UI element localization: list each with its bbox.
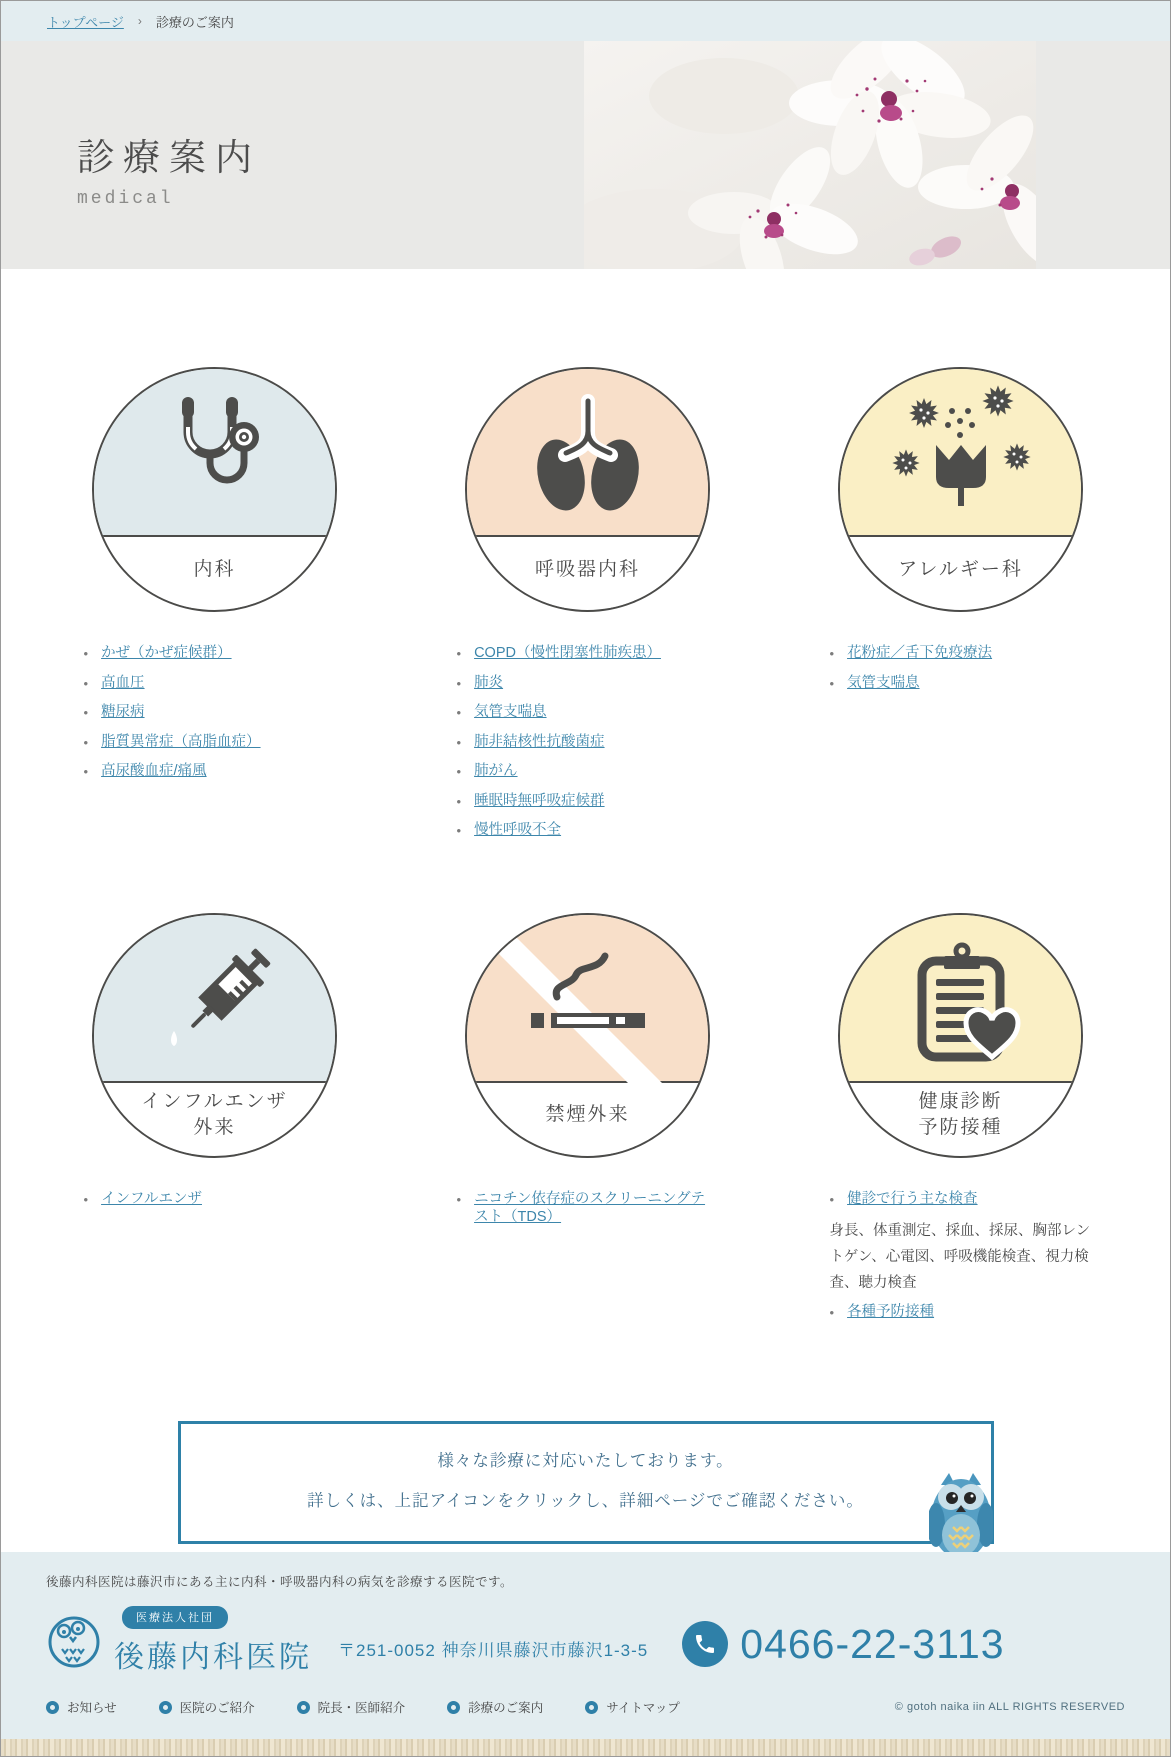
bullet: • — [83, 705, 89, 720]
clinic-address: 〒251-0052 神奈川県藤沢市藤沢1-3-5 — [338, 1640, 649, 1660]
bullet: • — [829, 1305, 835, 1321]
list-item — [457, 703, 719, 723]
service-link[interactable]: 睡眠時無呼吸症候群 — [474, 792, 605, 809]
bullet: • — [83, 734, 89, 750]
service-link[interactable]: 気管支喘息 — [474, 704, 547, 720]
header-photo — [584, 41, 1036, 269]
list-item — [457, 733, 719, 753]
lungs-icon — [513, 385, 663, 535]
copyright: © gotoh naika iin ALL RIGHTS RESERVED — [894, 1701, 1125, 1713]
ring-icon — [297, 1701, 310, 1714]
service-link[interactable]: 高尿酸血症/痛風 — [101, 763, 207, 779]
service-link[interactable]: 肺炎 — [474, 674, 504, 691]
syringe-icon — [140, 931, 290, 1081]
service-allergy — [774, 367, 1147, 851]
breadcrumb-current: 診療のご案内 — [155, 14, 234, 30]
clinic-name: 後藤内科医院 — [114, 1641, 312, 1674]
clinic-badge: 医療法人社団 — [122, 1606, 228, 1629]
pollen-flower-icon — [886, 385, 1036, 535]
bullet: • — [83, 764, 89, 779]
list-item — [84, 733, 346, 753]
page-title: 診療案内 — [77, 137, 261, 178]
bullet: • — [456, 705, 462, 720]
service-link-list — [84, 1190, 346, 1220]
service-link-list — [84, 644, 346, 792]
service-checkup — [774, 913, 1147, 1333]
service-link[interactable]: 各種予防接種 — [847, 1304, 935, 1321]
list-item — [84, 1190, 346, 1210]
stethoscope-icon — [140, 385, 290, 535]
phone-icon — [682, 1621, 728, 1667]
footer-nav-label: 院長・医師紹介 — [317, 1701, 406, 1715]
list-item — [830, 674, 1092, 694]
service-link-list — [457, 644, 719, 851]
notice-box — [178, 1421, 994, 1544]
service-circle-respiratory[interactable] — [465, 367, 710, 612]
page-subtitle: medical — [77, 189, 174, 209]
clinic-logo-owl-icon — [46, 1611, 102, 1671]
bullet: • — [829, 1191, 835, 1207]
service-link-list — [457, 1190, 719, 1236]
service-label: 健康診断 予防接種 — [840, 1083, 1081, 1154]
service-link-list — [830, 1190, 1092, 1333]
list-note: 身長、体重測定、採血、採尿、胸部レントゲン、心電図、呼吸機能検査、視力検査、聴力検査 — [829, 1223, 1091, 1291]
service-label: 呼吸器内科 — [467, 537, 708, 608]
service-link-list — [830, 644, 1092, 703]
service-influenza — [28, 913, 401, 1333]
service-circle-checkup[interactable] — [838, 913, 1083, 1158]
list-item — [457, 1190, 719, 1226]
service-label: アレルギー科 — [840, 537, 1081, 608]
page-header — [1, 41, 1170, 269]
list-item — [84, 674, 346, 694]
service-no-smoking — [401, 913, 774, 1333]
list-item — [830, 1303, 1092, 1323]
footer-nav — [46, 1698, 1125, 1716]
phone-block — [682, 1615, 1004, 1668]
list-item — [457, 792, 719, 812]
footer-nav-label: 診療のご案内 — [468, 1701, 544, 1715]
service-link[interactable]: 慢性呼吸不全 — [474, 822, 562, 838]
list-item — [830, 644, 1092, 664]
service-link[interactable]: 花粉症／舌下免疫療法 — [847, 645, 993, 661]
service-link[interactable]: かぜ（かぜ症候群） — [101, 645, 232, 661]
title-wrap — [77, 127, 261, 209]
list-item — [457, 674, 719, 694]
owl-mascot — [929, 1471, 993, 1561]
ring-icon — [447, 1701, 460, 1714]
bullet: • — [829, 675, 835, 691]
list-item — [457, 644, 719, 664]
ring-icon — [46, 1701, 59, 1714]
breadcrumb-home-link[interactable]: トップページ — [47, 14, 124, 30]
bullet: • — [456, 734, 462, 750]
bullet: • — [456, 823, 462, 838]
checkup-clipboard-icon — [886, 931, 1036, 1081]
service-label: 内科 — [94, 537, 335, 608]
footer-nav-link[interactable] — [447, 1698, 543, 1716]
service-circle-no-smoking[interactable] — [465, 913, 710, 1158]
services-grid — [28, 367, 1147, 1333]
service-link[interactable]: COPD（慢性閉塞性肺疾患） — [474, 645, 661, 661]
list-item — [830, 1190, 1092, 1210]
service-link[interactable]: 糖尿病 — [101, 704, 145, 720]
footer-nav-link[interactable] — [159, 1698, 255, 1716]
bullet: • — [456, 675, 462, 691]
service-link[interactable]: 脂質異常症（高脂血症） — [101, 733, 261, 750]
footer-nav-link[interactable] — [46, 1698, 117, 1716]
bullet: • — [456, 764, 462, 779]
ring-icon — [585, 1701, 598, 1714]
breadcrumb — [1, 1, 1170, 41]
footer-decorative-strip — [1, 1739, 1170, 1756]
bullet: • — [83, 1191, 89, 1207]
bullet: • — [456, 646, 462, 661]
notice-line-1: 様々な診療に対応いたしております。 — [437, 1451, 734, 1470]
service-internal-medicine — [28, 367, 401, 851]
service-circle-allergy[interactable] — [838, 367, 1083, 612]
service-label: インフルエンザ 外来 — [94, 1083, 335, 1154]
list-item — [84, 644, 346, 664]
breadcrumb-separator: › — [137, 14, 142, 28]
list-item — [84, 703, 346, 723]
bullet: • — [83, 675, 89, 691]
page-footer — [1, 1552, 1170, 1756]
ring-icon — [159, 1701, 172, 1714]
service-link[interactable]: 気管支喘息 — [847, 674, 920, 691]
notice-line-2: 詳しくは、上記アイコンをクリックし、詳細ページでご確認ください。 — [307, 1492, 864, 1511]
service-respiratory — [401, 367, 774, 851]
list-item — [457, 762, 719, 782]
bullet: • — [829, 646, 835, 661]
footer-nav-link[interactable] — [585, 1698, 680, 1716]
footer-nav-label: 医院のご紹介 — [179, 1701, 255, 1715]
service-link[interactable]: 高血圧 — [101, 674, 145, 691]
service-circle-internal-medicine[interactable] — [92, 367, 337, 612]
phone-number[interactable]: 0466-22-3113 — [740, 1620, 1005, 1667]
service-link[interactable]: ニコチン依存症のスクリーニングテスト（TDS） — [474, 1190, 706, 1225]
bullet: • — [83, 646, 89, 661]
service-circle-influenza[interactable] — [92, 913, 337, 1158]
footer-description: 後藤内科医院は藤沢市にある主に内科・呼吸器内科の病気を診療する医院です。 — [46, 1575, 514, 1589]
footer-nav-label: お知らせ — [67, 1701, 117, 1715]
bullet: • — [456, 1191, 462, 1207]
service-link[interactable]: 健診で行う主な検査 — [847, 1190, 978, 1207]
service-link[interactable]: インフルエンザ — [101, 1190, 202, 1207]
service-link[interactable]: 肺非結核性抗酸菌症 — [474, 733, 605, 750]
bullet: • — [456, 793, 462, 809]
service-label: 禁煙外来 — [467, 1083, 708, 1154]
footer-brand — [46, 1606, 1125, 1676]
footer-nav-label: サイトマップ — [606, 1701, 680, 1715]
orchid-photo-illustration — [584, 41, 1036, 269]
list-item — [84, 762, 346, 782]
list-item — [457, 821, 719, 841]
clinic-identity — [114, 1606, 312, 1676]
cigarette-icon — [513, 931, 663, 1081]
service-link[interactable]: 肺がん — [474, 763, 518, 779]
footer-nav-link[interactable] — [297, 1698, 406, 1716]
